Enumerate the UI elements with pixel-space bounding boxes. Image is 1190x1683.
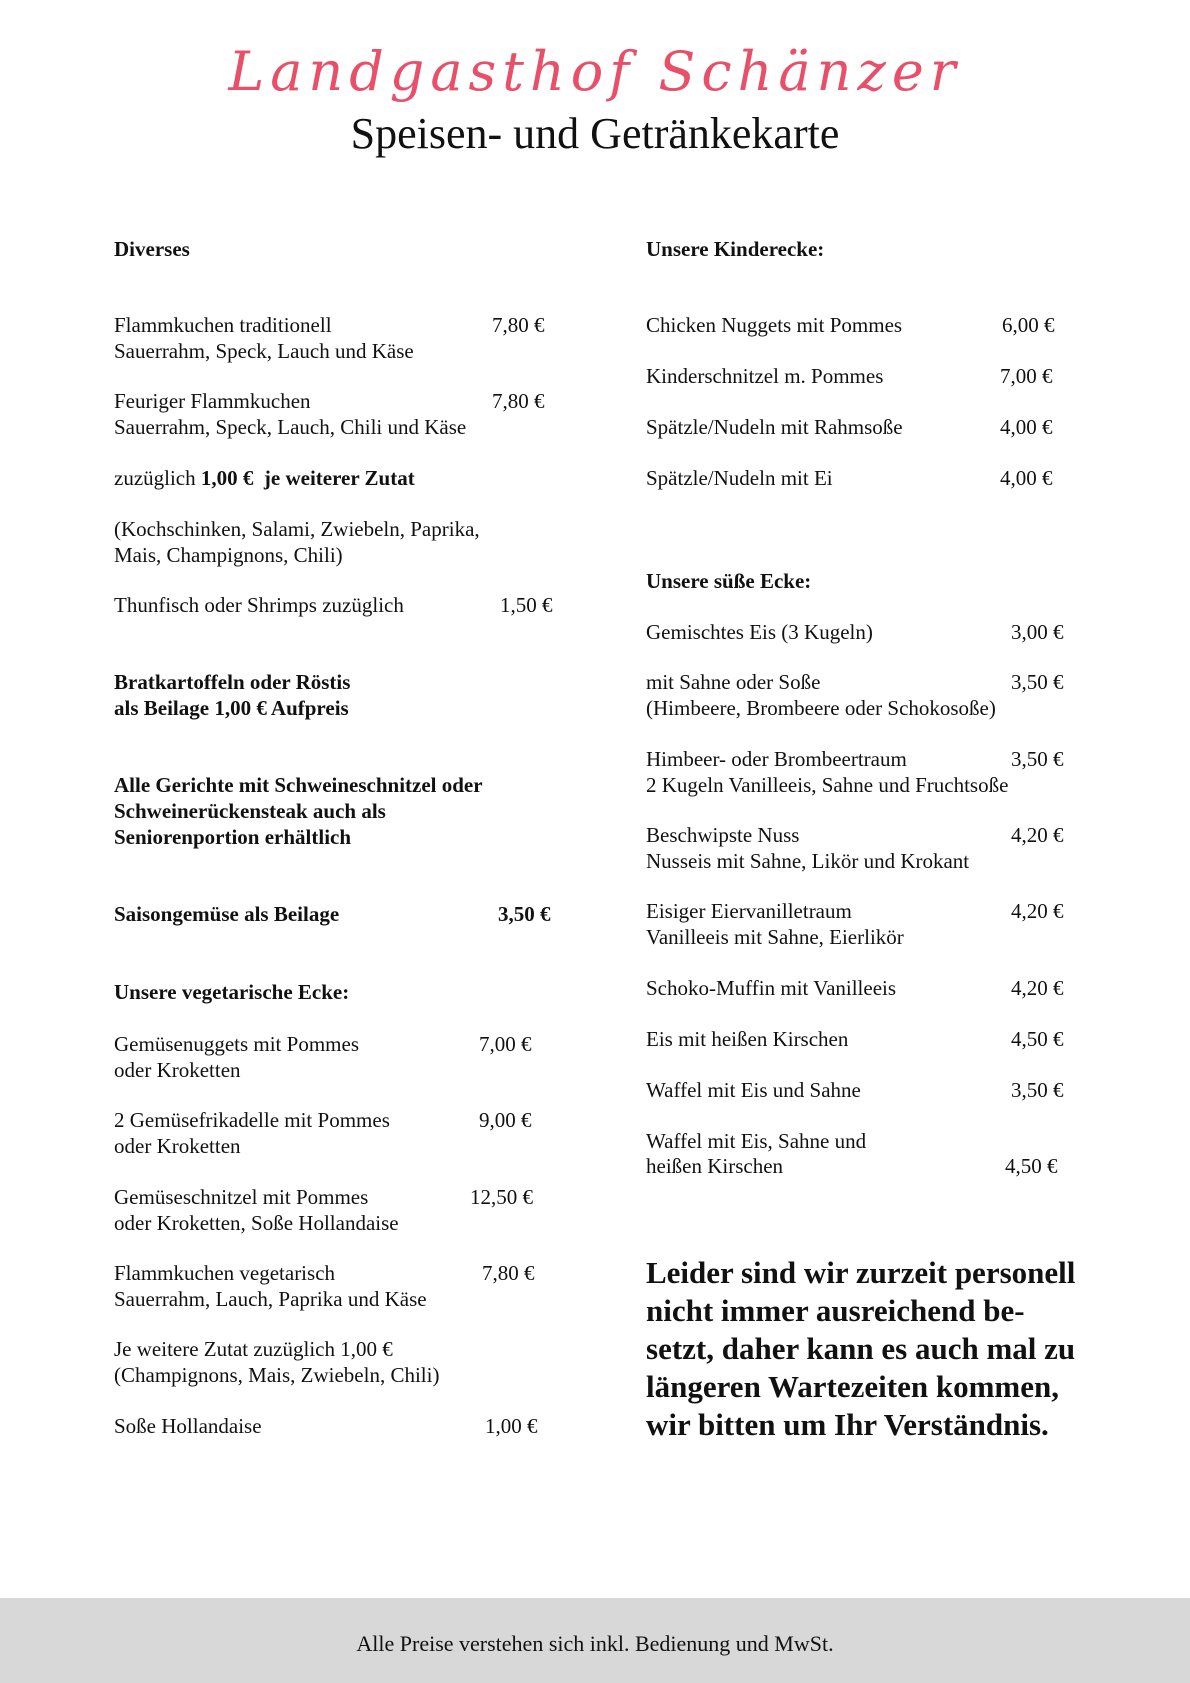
extras-list-line: (Kochschinken, Salami, Zwiebeln, Paprika, — [114, 517, 480, 541]
staffing-notice — [646, 1254, 1126, 1444]
item-price: 7,80 € — [492, 313, 545, 337]
item-name: Gemüsenuggets mit Pommes — [114, 1032, 359, 1056]
item-name: Thunfisch oder Shrimps zuzüglich — [114, 593, 404, 617]
item-price: 3,50 € — [1011, 1078, 1064, 1102]
item-price: 4,00 € — [1000, 415, 1053, 439]
extras-list-line: Mais, Champignons, Chili) — [114, 543, 343, 567]
item-description: Nusseis mit Sahne, Likör und Krokant — [646, 849, 970, 873]
item-price: 1,00 € — [485, 1414, 538, 1438]
item-description: Sauerrahm, Lauch, Paprika und Käse — [114, 1287, 427, 1311]
item-price: 3,00 € — [1011, 620, 1064, 644]
item-description: oder Kroketten — [114, 1134, 241, 1158]
item-price: 1,50 € — [500, 593, 553, 617]
item-name: Chicken Nuggets mit Pommes — [646, 313, 903, 337]
item-price: 12,50 € — [470, 1185, 533, 1209]
item-description: Sauerrahm, Speck, Lauch, Chili und Käse — [114, 415, 467, 439]
item-description: oder Kroketten — [114, 1058, 241, 1082]
extra-ingredient-line: (Champignons, Mais, Zwiebeln, Chili) — [114, 1363, 440, 1387]
item-description: (Himbeere, Brombeere oder Schokosoße) — [646, 696, 996, 720]
item-price: 3,50 € — [498, 902, 551, 926]
notice-line: wir bitten um Ihr Verständnis. — [646, 1407, 1049, 1442]
price-disclaimer: Alle Preise verstehen sich inkl. Bedienung und MwSt. — [356, 1631, 834, 1656]
item-name: Gemüseschnitzel mit Pommes — [114, 1185, 369, 1209]
item-price: 4,50 € — [1005, 1154, 1058, 1178]
section-heading-vegetarian: Unsere vegetarische Ecke: — [114, 980, 350, 1004]
notice-line: nicht immer ausreichend be- — [646, 1293, 1025, 1328]
item-name-continued: heißen Kirschen — [646, 1154, 784, 1178]
item-price: 7,00 € — [1000, 364, 1053, 388]
notice-line: Leider sind wir zurzeit personell — [646, 1255, 1076, 1290]
item-description: oder Kroketten, Soße Hollandaise — [114, 1211, 399, 1235]
senior-note-line: Seniorenportion erhältlich — [114, 825, 352, 849]
item-name: Himbeer- oder Brombeertraum — [646, 747, 907, 771]
restaurant-name: Landgasthof Schänzer — [228, 40, 962, 103]
item-description: 2 Kugeln Vanilleeis, Sahne und Fruchtsoße — [646, 773, 1009, 797]
extra-ingredient-line: Je weitere Zutat zuzüglich 1,00 € — [114, 1337, 393, 1361]
item-name: Flammkuchen vegetarisch — [114, 1261, 336, 1285]
extra-amount: 1,00 € — [200, 466, 254, 490]
senior-note-line: Schweinerückensteak auch als — [114, 799, 386, 823]
side-note-line: Bratkartoffeln oder Röstis — [114, 670, 351, 694]
item-price: 4,20 € — [1011, 823, 1064, 847]
extra-ingredient-note — [114, 465, 415, 491]
item-name: Spätzle/Nudeln mit Ei — [646, 466, 833, 490]
menu-subtitle: Speisen- und Getränkekarte — [350, 109, 840, 158]
item-name: Spätzle/Nudeln mit Rahmsoße — [646, 415, 903, 439]
item-price: 9,00 € — [479, 1108, 532, 1132]
item-name: Flammkuchen traditionell — [114, 313, 332, 337]
extra-suffix: je weiterer Zutat — [263, 466, 415, 490]
item-name: Waffel mit Eis, Sahne und — [646, 1129, 867, 1153]
item-description: Vanilleeis mit Sahne, Eierlikör — [646, 925, 904, 949]
footer-bar — [0, 1598, 1190, 1683]
item-name: Soße Hollandaise — [114, 1414, 262, 1438]
section-heading-sweets: Unsere süße Ecke: — [646, 569, 812, 593]
item-price: 4,20 € — [1011, 899, 1064, 923]
item-price: 6,00 € — [1002, 313, 1055, 337]
section-heading-diverses: Diverses — [114, 237, 190, 261]
item-name: Saisongemüse als Beilage — [114, 902, 340, 926]
extra-prefix: zuzüglich — [114, 466, 196, 490]
item-price: 4,50 € — [1011, 1027, 1064, 1051]
item-name: Eis mit heißen Kirschen — [646, 1027, 849, 1051]
item-price: 7,80 € — [492, 389, 545, 413]
item-name: Beschwipste Nuss — [646, 823, 800, 847]
item-name: Schoko-Muffin mit Vanilleeis — [646, 976, 897, 1000]
senior-note-line: Alle Gerichte mit Schweineschnitzel oder — [114, 773, 483, 797]
item-price: 7,00 € — [479, 1032, 532, 1056]
item-name: Eisiger Eiervanilletraum — [646, 899, 852, 923]
item-price: 3,50 € — [1011, 670, 1064, 694]
item-price: 4,00 € — [1000, 466, 1053, 490]
item-name: Feuriger Flammkuchen — [114, 389, 311, 413]
notice-line: längeren Wartezeiten kommen, — [646, 1369, 1059, 1404]
item-name: Kinderschnitzel m. Pommes — [646, 364, 884, 388]
side-note-line: als Beilage 1,00 € Aufpreis — [114, 696, 349, 720]
notice-line: setzt, daher kann es auch mal zu — [646, 1331, 1076, 1366]
section-heading-kids: Unsere Kinderecke: — [646, 237, 825, 261]
item-name: Waffel mit Eis und Sahne — [646, 1078, 861, 1102]
item-price: 4,20 € — [1011, 976, 1064, 1000]
item-price: 3,50 € — [1011, 747, 1064, 771]
item-description: Sauerrahm, Speck, Lauch und Käse — [114, 339, 414, 363]
item-name: Gemischtes Eis (3 Kugeln) — [646, 620, 873, 644]
item-price: 7,80 € — [482, 1261, 535, 1285]
item-name: 2 Gemüsefrikadelle mit Pommes — [114, 1108, 390, 1132]
item-name: mit Sahne oder Soße — [646, 670, 821, 694]
